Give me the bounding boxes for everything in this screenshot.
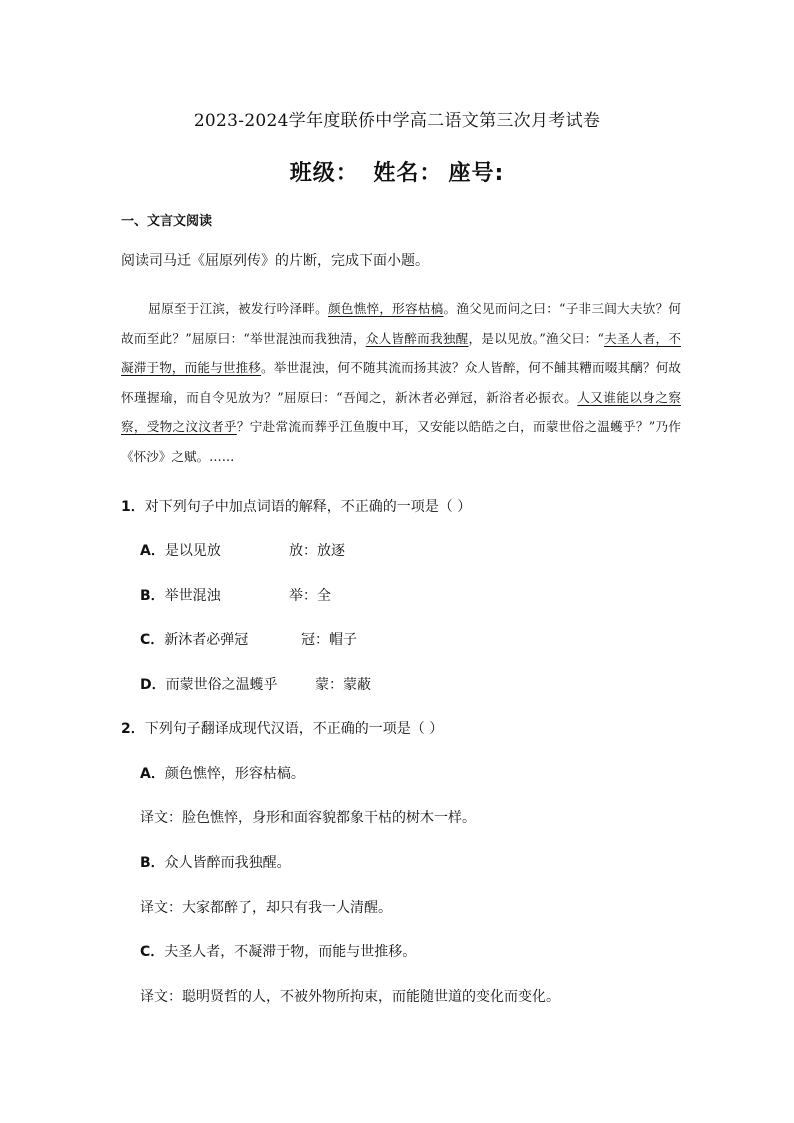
option-text: 新沐者必弹冠	[164, 632, 249, 648]
option-label: C．	[140, 944, 165, 960]
q1-option-c	[140, 629, 248, 649]
q2-item-c	[140, 941, 416, 961]
q1-option-d-gloss: 蒙：蒙蔽	[315, 677, 371, 693]
q2-item-b	[140, 852, 291, 872]
option-text: 举世混浊	[164, 588, 221, 604]
question-stem: 下列句子翻译成现代汉语，不正确的一项是（ ）	[144, 721, 444, 737]
passage-text: ？宁赴常流而葬乎江鱼腹中耳，又安能以皓皓之白，而蒙世俗之温蠖乎？”乃作《怀沙》之赋。……	[121, 419, 681, 464]
question-stem: 对下列句子中加点词语的解释，不正确的一项是（ ）	[144, 499, 472, 515]
option-label: D．	[140, 677, 166, 693]
option-label: C．	[140, 632, 165, 648]
option-label: B．	[140, 855, 165, 871]
class-label: 班级：	[289, 161, 359, 186]
exam-title: 2023-2024学年度联侨中学高二语文第三次月考试卷	[193, 111, 601, 131]
passage-text: ，是以见放。”渔父曰：“	[468, 330, 604, 346]
passage-text: 。渔父见而问之曰：“子非三闾大夫欤？何故而至此？”屈原曰：“举世混浊而我独清，	[121, 301, 681, 346]
passage-text: 。举世混浊，何不随其流而扬其波？众人皆醉，何不餔其糟而啜其醨？何故怀瑾握瑜，而自令见放为？”屈原曰：“吾闻之，新沐者必弹冠，新浴者必振衣。	[121, 360, 682, 405]
seat-label: 座号:	[448, 161, 505, 186]
q2-item-c-translation: 译文：聪明贤哲的人，不被外物所拘束，而能随世道的变化而变化。	[140, 989, 560, 1005]
section-heading: 一、文言文阅读	[121, 214, 213, 229]
passage-underlined: 颜色憔悴，形容枯槁	[327, 301, 444, 316]
passage-underlined: 人又谁能以身之察察，受物之汶汶者乎	[121, 389, 681, 434]
option-label: A．	[140, 543, 165, 559]
option-text: 夫圣人者，不凝滞于物，而能与世推移。	[164, 944, 417, 960]
q2-item-b-translation: 译文：大家都醉了，却只有我一人清醒。	[140, 900, 392, 916]
q2-item-a-translation: 译文：脸色憔悴，身形和面容貌都象干枯的树木一样。	[140, 810, 476, 826]
q1-option-b	[140, 585, 221, 605]
option-text: 颜色憔悴，形容枯槁。	[164, 766, 305, 782]
passage-text: 屈原至于江滨，被发行吟泽畔。	[148, 301, 328, 316]
option-text: 而蒙世俗之温蠖乎	[165, 677, 278, 693]
q1-option-b-gloss: 举：全	[289, 588, 331, 604]
q2-item-a	[140, 763, 305, 783]
question-2	[121, 718, 443, 738]
question-number: 2．	[121, 721, 145, 737]
passage-underlined: 众人皆醉而我独醒	[365, 330, 469, 346]
name-label: 姓名：	[373, 161, 443, 186]
question-1	[121, 496, 471, 516]
option-label: A．	[140, 766, 165, 782]
q1-option-a-gloss: 放：放逐	[289, 543, 345, 559]
option-text: 是以见放	[164, 543, 221, 559]
option-text: 众人皆醉而我独醒。	[164, 855, 291, 871]
q1-option-a	[140, 540, 221, 560]
student-info-line	[0, 156, 794, 187]
passage-underlined: 夫圣人者，不凝滞于物，而能与世推移	[121, 330, 681, 375]
option-label: B．	[140, 588, 165, 604]
section-intro: 阅读司马迁《屈原列传》的片断，完成下面小题。	[121, 253, 429, 269]
question-number: 1．	[121, 499, 145, 515]
q1-option-c-gloss: 冠：帽子	[301, 632, 357, 648]
q1-option-d	[140, 674, 278, 694]
classical-passage	[121, 294, 681, 471]
